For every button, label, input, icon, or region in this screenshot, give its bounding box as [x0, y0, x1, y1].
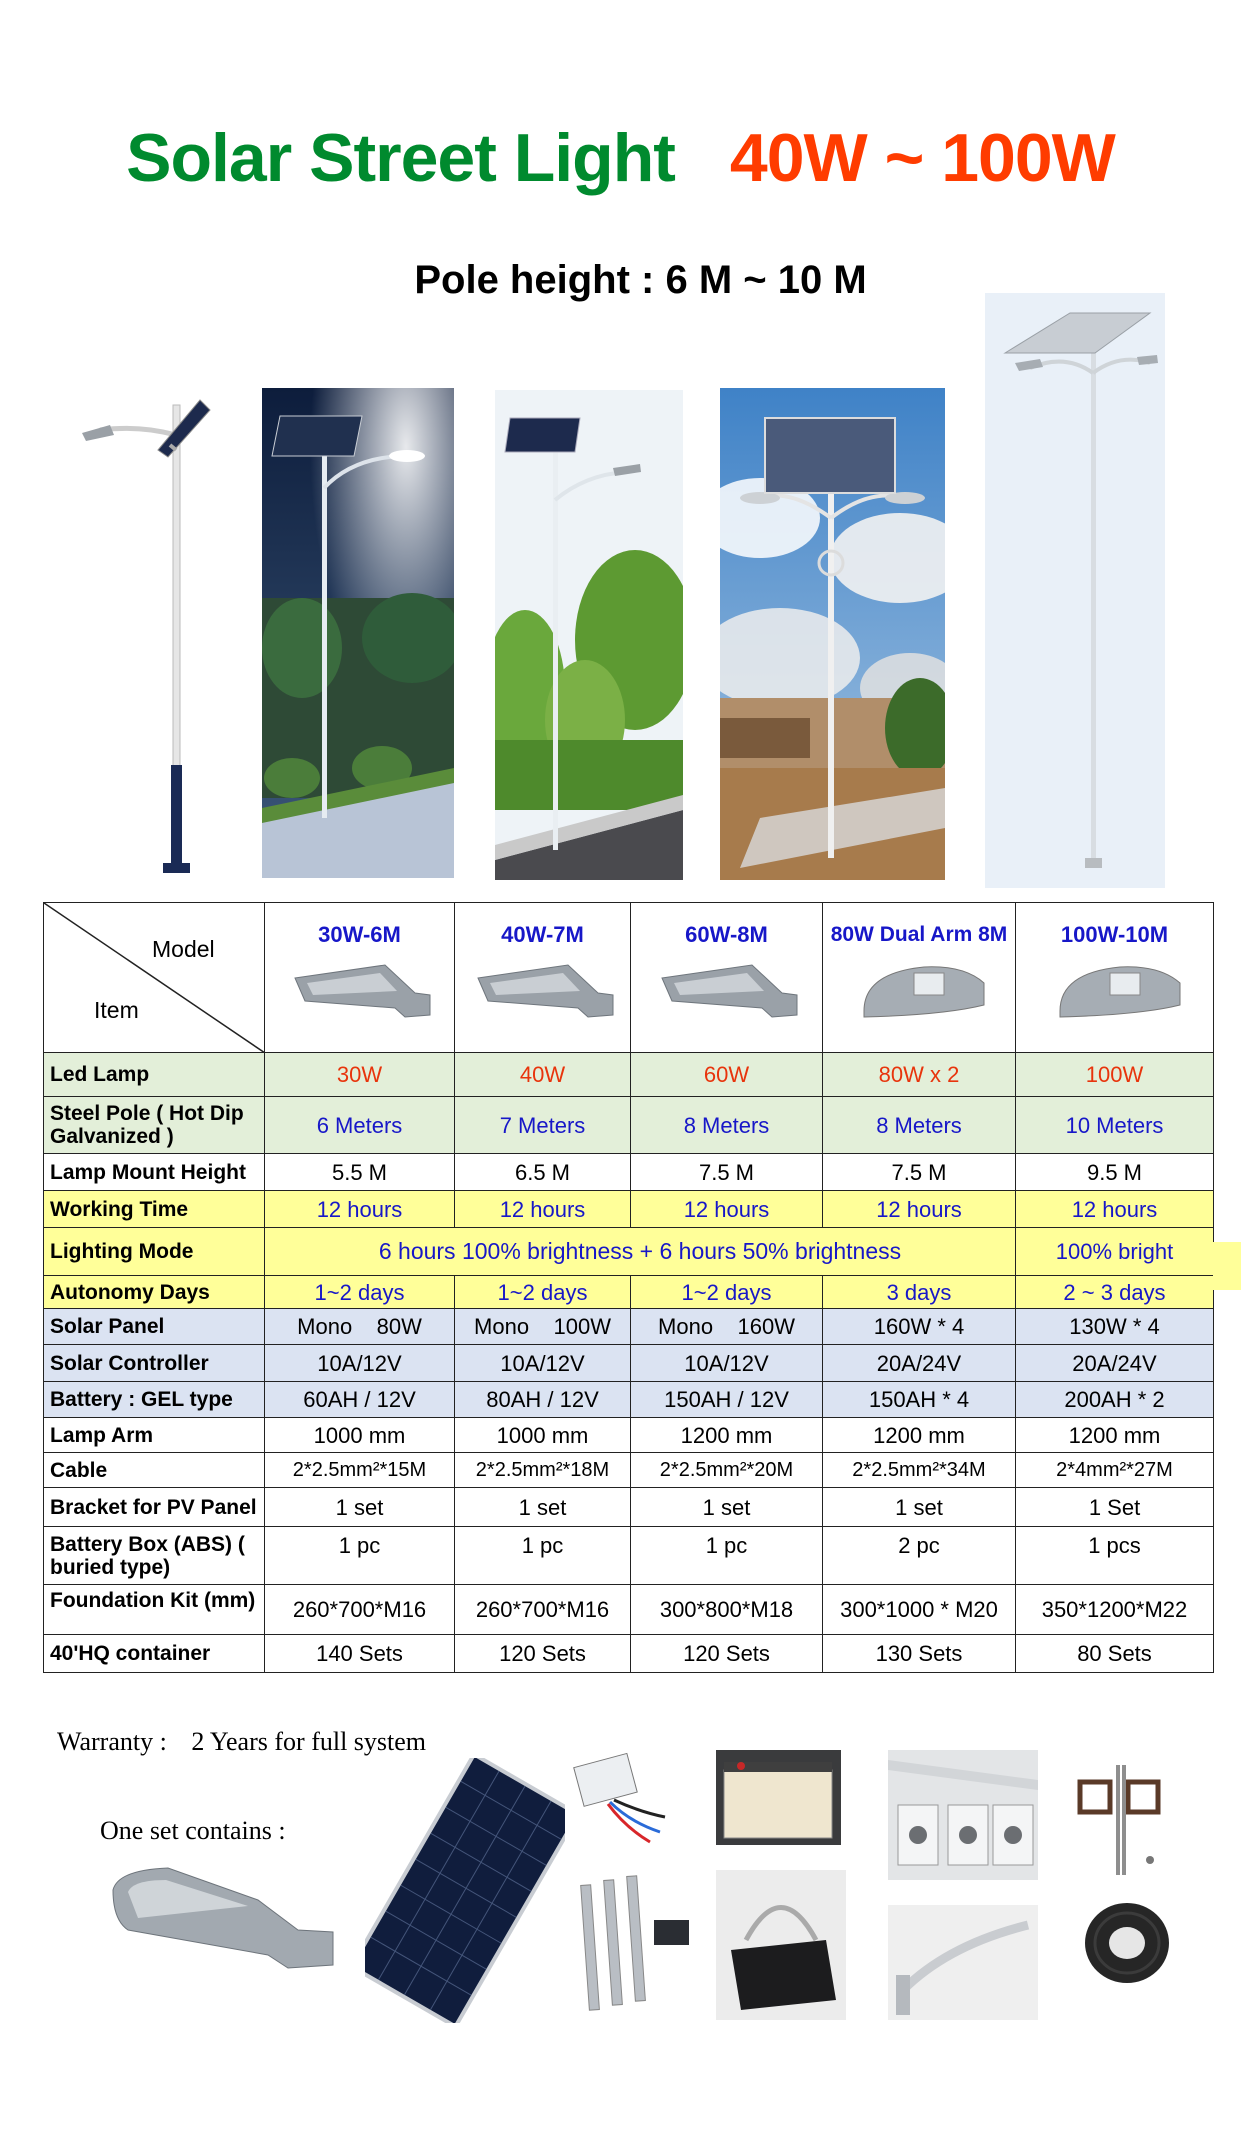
table-cell: 1 pc — [455, 1527, 631, 1585]
photo-tall-pole — [985, 293, 1165, 888]
kit-battery-image — [716, 1750, 841, 1845]
title-power-range: 40W ~ 100W — [729, 120, 1115, 196]
table-cell: 120 Sets — [631, 1635, 823, 1673]
table-cell: 2 ~ 3 days — [1016, 1276, 1214, 1309]
table-cell: 130 Sets — [823, 1635, 1016, 1673]
photo-dual-arm — [720, 388, 945, 880]
warranty-line — [57, 1727, 426, 1757]
model-col-1 — [265, 903, 455, 1053]
table-cell: 120 Sets — [455, 1635, 631, 1673]
table-cell: 80 Sets — [1016, 1635, 1214, 1673]
led-fixture-icon — [285, 953, 435, 1033]
table-cell: 2*2.5mm²*20M — [631, 1453, 823, 1488]
table-row — [44, 1309, 1214, 1345]
diagonal-line — [44, 903, 265, 1053]
table-cell: 5.5 M — [265, 1154, 455, 1191]
table-cell: 10A/12V — [631, 1345, 823, 1382]
kit-lamp-arm-image — [888, 1905, 1038, 2020]
table-cell: Mono 80W — [265, 1309, 455, 1345]
table-cell: 9.5 M — [1016, 1154, 1214, 1191]
table-row — [44, 1453, 1214, 1488]
table-row — [44, 1527, 1214, 1585]
lighting-mode-merged: 6 hours 100% brightness + 6 hours 50% brightness — [265, 1228, 1016, 1276]
kit-battery-box-image — [716, 1870, 846, 2020]
table-cell: 1 set — [631, 1488, 823, 1527]
table-cell: 7.5 M — [631, 1154, 823, 1191]
kit-controller-image — [570, 1752, 670, 1847]
table-row — [44, 1276, 1214, 1309]
table-cell: 12 hours — [823, 1191, 1016, 1228]
table-cell: 2*2.5mm²*15M — [265, 1453, 455, 1488]
set-contains-label: One set contains : — [100, 1816, 286, 1845]
table-cell: 1 pc — [265, 1527, 455, 1585]
kit-foundation-image — [1070, 1760, 1170, 1880]
title-main: Solar Street Light — [126, 120, 675, 196]
spec-table — [43, 902, 1214, 1673]
table-cell: 10A/12V — [455, 1345, 631, 1382]
table-cell: 200AH * 2 — [1016, 1382, 1214, 1418]
kit-led-lamp-image — [108, 1860, 338, 1985]
table-cell: 2*4mm²*27M — [1016, 1453, 1214, 1488]
table-cell: 300*800*M18 — [631, 1585, 823, 1635]
row-label: 40'HQ container — [44, 1635, 265, 1673]
warranty-value: 2 Years for full system — [191, 1727, 427, 1756]
table-cell: 130W * 4 — [1016, 1309, 1214, 1345]
table-cell: 1~2 days — [631, 1276, 823, 1309]
kit-pole-image — [888, 1750, 1038, 1880]
led-fixture-icon — [652, 953, 802, 1033]
table-cell: 3 days — [823, 1276, 1016, 1309]
cobra-fixture-icon — [844, 953, 994, 1033]
table-cell: 60W — [631, 1053, 823, 1097]
table-cell: 100W — [1016, 1053, 1214, 1097]
table-cell: 12 hours — [631, 1191, 823, 1228]
cobra-fixture-icon — [1040, 953, 1190, 1033]
led-fixture-icon — [468, 953, 618, 1033]
table-cell: 1000 mm — [265, 1418, 455, 1453]
table-row — [44, 1228, 1214, 1276]
row-label: Lighting Mode — [44, 1228, 265, 1276]
row-label: Led Lamp — [44, 1053, 265, 1097]
lighting-mode-last: 100% bright — [1016, 1228, 1214, 1276]
lighting-mode-tab — [1213, 1242, 1241, 1290]
table-cell: 80AH / 12V — [455, 1382, 631, 1418]
table-cell: 1~2 days — [265, 1276, 455, 1309]
table-cell: 12 hours — [1016, 1191, 1214, 1228]
table-row — [44, 1154, 1214, 1191]
table-row — [44, 1382, 1214, 1418]
row-label: Lamp Arm — [44, 1418, 265, 1453]
table-cell: Mono 100W — [455, 1309, 631, 1345]
table-row — [44, 1418, 1214, 1453]
row-label: Cable — [44, 1453, 265, 1488]
table-cell: 1200 mm — [631, 1418, 823, 1453]
table-cell: 160W * 4 — [823, 1309, 1016, 1345]
table-cell: 30W — [265, 1053, 455, 1097]
table-cell: 8 Meters — [823, 1097, 1016, 1154]
table-row — [44, 1191, 1214, 1228]
table-row — [44, 1097, 1214, 1154]
table-cell: 2*2.5mm²*34M — [823, 1453, 1016, 1488]
model-name: 80W Dual Arm 8M — [830, 923, 1008, 946]
kit-bracket-image — [570, 1870, 700, 2020]
table-cell: 300*1000 * M20 — [823, 1585, 1016, 1635]
table-cell: 1200 mm — [823, 1418, 1016, 1453]
table-cell: 20A/24V — [823, 1345, 1016, 1382]
row-label: Lamp Mount Height — [44, 1154, 265, 1191]
corner-cell — [44, 903, 265, 1053]
table-cell: 350*1200*M22 — [1016, 1585, 1214, 1635]
table-cell: 1 pcs — [1016, 1527, 1214, 1585]
corner-model-label: Model — [152, 936, 215, 962]
table-cell: 12 hours — [455, 1191, 631, 1228]
page-title — [0, 118, 1241, 198]
table-cell: 6.5 M — [455, 1154, 631, 1191]
photo-park-day — [495, 390, 683, 880]
table-cell: 1 set — [455, 1488, 631, 1527]
row-label: Solar Controller — [44, 1345, 265, 1382]
table-cell: 1000 mm — [455, 1418, 631, 1453]
table-cell: 40W — [455, 1053, 631, 1097]
model-col-4 — [823, 903, 1016, 1053]
table-cell: 150AH * 4 — [823, 1382, 1016, 1418]
model-name: 30W-6M — [318, 922, 401, 947]
page-subtitle: Pole height : 6 M ~ 10 M — [414, 258, 867, 302]
table-cell: 1200 mm — [1016, 1418, 1214, 1453]
row-label: Working Time — [44, 1191, 265, 1228]
warranty-label: Warranty : — [57, 1727, 167, 1756]
row-label: Steel Pole ( Hot Dip Galvanized ) — [44, 1097, 265, 1154]
table-cell: 150AH / 12V — [631, 1382, 823, 1418]
table-cell: 20A/24V — [1016, 1345, 1214, 1382]
table-cell: Mono 160W — [631, 1309, 823, 1345]
table-cell: 1 set — [823, 1488, 1016, 1527]
model-col-3 — [631, 903, 823, 1053]
table-cell: 1~2 days — [455, 1276, 631, 1309]
table-cell: 2*2.5mm²*18M — [455, 1453, 631, 1488]
table-row — [44, 1585, 1214, 1635]
row-label: Solar Panel — [44, 1309, 265, 1345]
table-cell: 7.5 M — [823, 1154, 1016, 1191]
model-name: 40W-7M — [501, 922, 584, 947]
row-label: Autonomy Days — [44, 1276, 265, 1309]
table-row — [44, 1488, 1214, 1527]
row-label: Foundation Kit (mm) — [44, 1585, 265, 1635]
table-row — [44, 1053, 1214, 1097]
photo-pole-standalone — [70, 395, 215, 880]
kit-cable-image — [1080, 1893, 1175, 1993]
model-col-5 — [1016, 903, 1214, 1053]
table-header-row — [44, 903, 1214, 1053]
table-cell: 80W x 2 — [823, 1053, 1016, 1097]
table-cell: 2 pc — [823, 1527, 1016, 1585]
table-cell: 7 Meters — [455, 1097, 631, 1154]
table-cell: 60AH / 12V — [265, 1382, 455, 1418]
table-cell: 1 Set — [1016, 1488, 1214, 1527]
table-cell: 1 pc — [631, 1527, 823, 1585]
table-cell: 8 Meters — [631, 1097, 823, 1154]
table-cell: 140 Sets — [265, 1635, 455, 1673]
table-cell: 260*700*M16 — [455, 1585, 631, 1635]
table-cell: 10A/12V — [265, 1345, 455, 1382]
kit-solar-panel-image — [365, 1758, 565, 2023]
table-cell: 6 Meters — [265, 1097, 455, 1154]
row-label: Battery : GEL type — [44, 1382, 265, 1418]
table-cell: 10 Meters — [1016, 1097, 1214, 1154]
table-row — [44, 1635, 1214, 1673]
table-cell: 260*700*M16 — [265, 1585, 455, 1635]
table-row — [44, 1345, 1214, 1382]
model-name: 60W-8M — [685, 922, 768, 947]
corner-item-label: Item — [94, 997, 139, 1023]
row-label: Battery Box (ABS) ( buried type) — [44, 1527, 265, 1585]
table-cell: 1 set — [265, 1488, 455, 1527]
row-label: Bracket for PV Panel — [44, 1488, 265, 1527]
photo-night-street — [262, 388, 454, 878]
model-col-2 — [455, 903, 631, 1053]
table-cell: 12 hours — [265, 1191, 455, 1228]
model-name: 100W-10M — [1060, 922, 1169, 947]
